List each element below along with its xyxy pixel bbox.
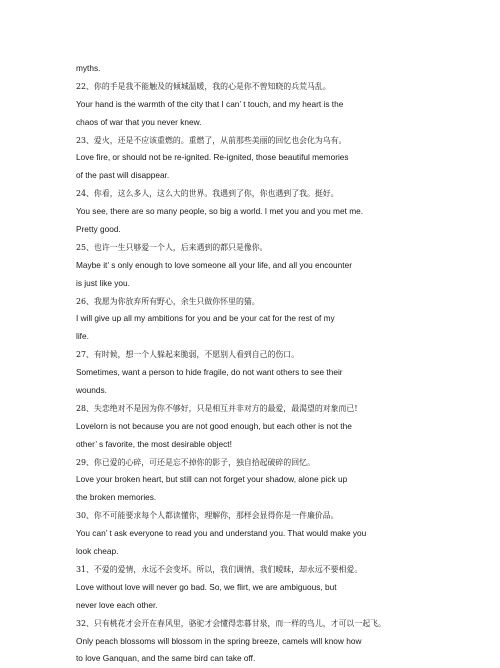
text-line: Sometimes, want a person to hide fragile, do not want others to see their [76,367,343,378]
text-line: look cheap. [76,546,119,557]
text-line: the broken memories. [76,492,157,503]
text-line: Only peach blossoms will blossom in the spring breeze, camels will know how [76,635,362,646]
text-line: never love each other. [76,599,158,610]
text-line: 23、爱火，还是不应该重燃的。重燃了，从前那些美丽的回忆也会化为乌有。 [76,135,347,145]
text-line: Lovelorn is not because you are not good enough, but each other is not the [76,420,352,431]
text-line: Love without love will never go bad. So, we flirt, we are ambiguous, but [76,581,337,592]
text-line: other’ s favorite, the most desirable object! [76,438,232,449]
text-line: wounds. [76,385,107,396]
text-line: 28、失恋绝对不是因为你不够好，只是相互并非对方的最爱，最渴望的对象而已! [76,403,358,413]
text-line: Maybe it’ s only enough to love someone all your life, and all you encounter [76,259,352,270]
text-line: 27、有时候，想一个人躲起来脆弱，不愿别人看到自己的伤口。 [76,350,300,360]
text-line: You see, there are so many people, so big a world. I met you and you met me. [76,206,364,217]
text-line: 24、你看，这么多人，这么大的世界。我遇到了你，你也遇到了我。挺好。 [76,189,339,199]
text-line: I will give up all my ambitions for you and be your cat for the rest of my [76,313,335,324]
text-line: 22、你的手是我不能触及的倾城温暖，我的心是你不曾知晓的兵荒马乱。 [76,81,331,91]
text-line: Pretty good. [76,224,121,235]
text-line: myths. [76,63,101,73]
text-line: 30、你不可能要求每个人都读懂你，理解你，那样会显得你是一件廉价品。 [76,511,339,521]
text-line: 26、我愿为你放弃所有野心，余生只做你怀里的猫。 [76,296,260,306]
text-line: Love fire, or should not be re-ignited. Re-ignited, those beautiful memories [76,152,349,163]
text-line: 29、你已爱的心碎，可还是忘不掉你的影子，独自拾起破碎的回忆。 [76,457,315,467]
text-line: You can’ t ask everyone to read you and understand you. That would make you [76,528,367,539]
text-line: chaos of war that you never knew. [76,116,202,127]
text-line: to love Ganquan, and the same bird can take off. [76,653,256,664]
text-line: is just like you. [76,277,130,288]
text-line: 31、不爱的爱情，永远不会变坏。所以，我们调情，我们暧昧，却永远不要相爱。 [76,564,363,574]
text-line: life. [76,331,89,342]
text-line: 32、只有桃花才会开在春风里，骆驼才会懂得恋暮甘泉，而一样的鸟儿，才可以一起飞。 [76,618,386,628]
text-line: Love your broken heart, but still can not forget your shadow, alone pick up [76,474,348,485]
text-line: of the past will disappear. [76,170,170,181]
document-text [76,60,490,668]
text-line: 25、也许一生只够爱一个人，后来遇到的都只是像你。 [76,242,268,252]
text-line: Your hand is the warmth of the city that I can’ t touch, and my heart is the [76,98,344,109]
